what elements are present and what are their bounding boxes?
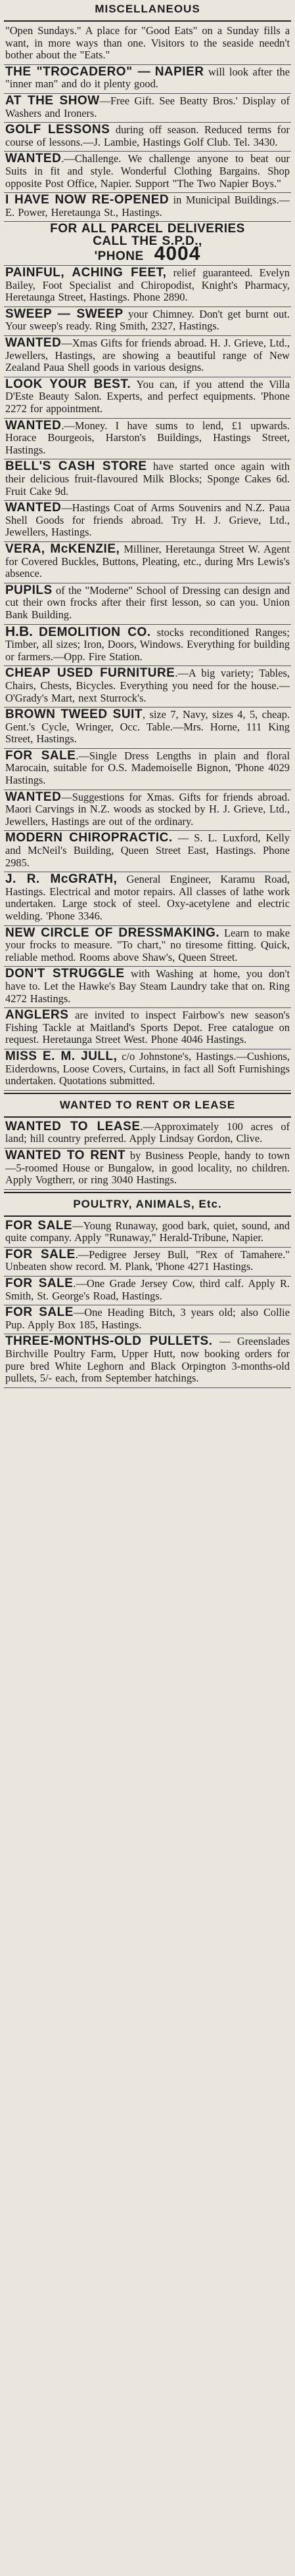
ad-challenge (4, 152, 291, 193)
ad-pullets (4, 1334, 291, 1387)
ad-wanted-to-rent (4, 1149, 291, 1190)
ad-heading-bitch (4, 1305, 291, 1334)
ad-text: c/o Johnstone's, Hastings.—Cushions, Eiderdowns, Loose Covers, Curtains, in fact all Soft Furnishings undertaken. Quotations submitted. (5, 1049, 290, 1087)
ad-heading: AT THE SHOW (5, 93, 100, 108)
ad-text: —Hastings Coat of Arms Souvenirs and N.Z. Paua Shell Goods for friends abroad. Try H. J. Grieve, Ltd., Jewellers, Hastings. (5, 501, 290, 539)
ad-text: .—Challenge. We challenge anyone to beat our Suits in fit and style. Wonderful Clothing Bargains. Shop opposite Post Office, Napier. Support "The Two Napier Boys." (5, 152, 290, 190)
ad-laundry (4, 967, 291, 1008)
ad-heading: FOR SALE (5, 1305, 74, 1320)
ad-brown-tweed-suit (4, 707, 291, 749)
ad-heading: NEW CIRCLE OF DRESSMAKING. (5, 925, 220, 940)
ad-text: .—One Grade Jersey Cow, third calf. Apply R. Smith, St. George's Road, Hastings. (5, 1277, 290, 1302)
ad-heading: WANTED TO LEASE (5, 1119, 141, 1133)
ad-text: — S. L. Luxford, Kelly and McNeil's Building, Queen Street East, Hastings. Phone 2985. (5, 832, 290, 869)
ad-text: .—Money. I have sums to lend, £1 upwards. Horace Bourgeois, Harston's Buildings, Hastings Street, Hastings. (5, 419, 290, 456)
ad-open-sundays (4, 24, 291, 65)
ad-chiropractic (4, 831, 291, 872)
ad-text: with Washing at home, you don't have to. Let the Hawke's Bay Steam Laundry take that on. Ring 4272 Hastings. (5, 967, 290, 1005)
ad-text: —Xmas Gifts for friends abroad. H. J. Grieve, Ltd., Jewellers, Hastings, are showing a beautiful range of New Zealand Paua Shell goods in various designs. (5, 337, 290, 374)
ad-heading: ANGLERS (5, 1008, 69, 1023)
section-rule (4, 20, 291, 22)
ad-maori-carvings (4, 790, 291, 832)
ad-heading: MODERN CHIROPRACTIC. (5, 831, 173, 845)
ad-heading: GOLF LESSONS (5, 123, 110, 137)
ad-heading: WANTED (5, 418, 62, 433)
ad-text: .—Approximately 100 acres of land; hill country preferred. Apply Lindsay Gordon, Clive. (5, 1120, 290, 1145)
ad-cheap-furniture (4, 666, 291, 707)
ad-text: are invited to inspect Fairbow's new season's Fishing Tackle at Maitland's Sports Depot. Free catalogue on request. Heretaunga Street West. Phone 4046 Hastings. (5, 1009, 290, 1046)
ad-heading: WANTED (5, 501, 62, 515)
ad-heading: J. R. McGRATH, (5, 872, 118, 887)
ad-text: .—A big variety; Tables, Chairs, Chests, Bicycles. Everything you need for the house.—O'Grady's Mart, next Sturrock's. (5, 667, 290, 704)
ad-place: NAPIER (154, 64, 204, 79)
ad-text: by Business People, handy to town—5-roomed House or Bungalow, in good locality, no children. Apply Vogtherr, or ring 3040 Hastings. (5, 1149, 290, 1187)
ad-text: —Young Runaway, good bark, quiet, sound, and quite company. Apply "Runaway," Herald-Tribune, Napier. (5, 1219, 290, 1244)
phone-line (5, 242, 290, 264)
ad-heading: WANTED (5, 790, 62, 804)
ad-runaway (4, 1219, 291, 1248)
section-header-miscellaneous: MISCELLANEOUS (95, 3, 200, 15)
ad-text: Milliner, Heretaunga Street W. Agent for Covered Buckles, Buttons, Pleating, etc., during Mrs Lewis's absence. (5, 542, 290, 580)
ad-heading: FOR SALE (5, 748, 76, 763)
section-rule (4, 1116, 291, 1118)
ad-xmas-gifts (4, 336, 291, 377)
ad-money (4, 419, 291, 460)
ad-heading: WANTED (5, 152, 62, 166)
ad-reopened (4, 193, 291, 222)
ad-golf (4, 123, 291, 152)
ad-text: —Free Gift. See Beatty Bros.' Display of Washers and Ironers. (5, 94, 290, 119)
ad-trocadero (4, 65, 291, 94)
ad-text: your Chimney. Don't get burnt out. Your sweep's ready. Ring Smith, 2327, Hastings. (5, 307, 290, 333)
ad-dressmaking-circle (4, 926, 291, 967)
ad-heading: BELL'S CASH STORE (5, 459, 147, 474)
ad-heading: H.B. (5, 624, 33, 639)
section-rule (4, 1192, 291, 1193)
section-header-poultry: POULTRY, ANIMALS, Etc. (73, 1197, 222, 1210)
ad-heading: PUPILS (5, 583, 53, 597)
ad-heading: THE "TROCADERO" — (5, 64, 151, 79)
ad-aching-feet (4, 266, 291, 307)
ad-wanted-to-lease (4, 1120, 291, 1149)
section-header-wanted-to-rent: WANTED TO RENT OR LEASE (59, 1098, 236, 1111)
ad-text: have started once again with their delicious fruit-flavoured Milk Blocks; Sponge Cakes 6d. Fruit Cake 9d. (5, 460, 290, 497)
ad-miss-jull (4, 1049, 291, 1091)
ad-look-your-best (4, 377, 291, 419)
ad-heading: FOR SALE (5, 1277, 74, 1291)
ad-text: .—Pedigree Jersey Bull, "Rex of Tamahere." Unbeaten show record. M. Plank, 'Phone 4271 Hastings. (5, 1248, 290, 1273)
ad-text: —One Heading Bitch, 3 years old; also Collie Pup. Apply Box 185, Hastings. (5, 1306, 290, 1331)
ad-heading: WANTED TO RENT (5, 1148, 126, 1162)
ad-subheading: DEMOLITION CO. (39, 625, 151, 639)
ad-subheading: CALL THE S.P.D., (93, 234, 202, 248)
ad-anglers (4, 1008, 291, 1049)
ad-heading: LOOK YOUR BEST. (5, 377, 131, 391)
ad-heading: SWEEP — SWEEP (5, 306, 124, 321)
ad-text: Learn to make your frocks to measure. "To chart," no tiresome fitting. Quick, reliable method. Rooms above Shaw's, Queen Street. (5, 926, 290, 963)
ad-text: "Open Sundays." A place for "Good Eats" on a Sunday fills a want, in more ways than one. Visitors to the seaside needn't bother about the "Eats." (5, 24, 290, 62)
ad-coat-of-arms (4, 501, 291, 542)
ad-heading: I HAVE NOW RE-OPENED (5, 193, 170, 207)
ad-text: — Greenslades Birchville Poultry Farm, Upper Hutt, now booking orders for pure bred White Leghorn and Black Orpington 3-months-old pullets, 5/- each, from September hatchings. (5, 1335, 290, 1385)
ad-heading: FOR SALE (5, 1218, 73, 1233)
ad-heading: WANTED (5, 336, 62, 350)
phone-number: 4004 (154, 242, 201, 264)
ad-heading: CHEAP USED FURNITURE (5, 666, 175, 681)
ad-text: —Suggestions for Xmas. Gifts for friends abroad. Maori Carvings in N.Z. woods as stocked by H. J. Grieve, Ltd., Jewellers, Hastings are out of the ordinary. (5, 790, 290, 828)
ad-heading: MISS E. M. JULL, (5, 1049, 118, 1063)
ad-heading: PAINFUL, ACHING FEET, (5, 266, 167, 280)
ad-parcel-deliveries (4, 222, 291, 266)
ad-sweep (4, 307, 291, 336)
ad-jersey-cow (4, 1277, 291, 1305)
ad-mcgrath-engineer (4, 872, 291, 925)
ad-heading: FOR SALE (5, 1247, 76, 1261)
ad-heading: THREE-MONTHS-OLD PULLETS. (5, 1334, 213, 1349)
ad-text: of the "Moderne" School of Dressing can design and cut their own frocks after their first lesson, so can you. Union Bank Building. (5, 583, 290, 621)
ad-show (4, 94, 291, 123)
ad-dress-lengths (4, 749, 291, 790)
ad-vera-mckenzie (4, 542, 291, 583)
ad-text: relief guaranteed. Evelyn Bailey, Foot Specialist and Chiropodist, Knight's Pharmacy, Heretaunga Street, Hastings. Phone 2890. (5, 266, 290, 304)
ad-jersey-bull (4, 1248, 291, 1277)
phone-label: 'PHONE (94, 249, 144, 263)
ad-text: , size 7, Navy, sizes 4, 5, cheap. Gent.'s Cycle, Wringer, Occ. Table.—Mrs. Horne, 111 King Street, Hastings. (5, 708, 290, 746)
ad-text: You can, if you attend the Villa D'Este Beauty Salon. Experts, and perfect equipments. 'Phone 2272 for appointment. (5, 377, 290, 415)
ad-text: in Municipal Buildings.—E. Power, Heretaunga St., Hastings. (5, 194, 290, 219)
section-rule (4, 1093, 291, 1094)
ad-text: General Engineer, Karamu Road, Hastings. Electrical and motor repairs. All classes of lathe work undertaken. Large stock of steel. Oxy-acetylene and electric welding. 'Phone 3346. (5, 873, 290, 922)
ad-heading: VERA, McKENZIE, (5, 541, 120, 556)
ad-heading: DON'T STRUGGLE (5, 967, 125, 981)
ad-text: will look after the "inner man" and do it plenty good. (5, 65, 290, 91)
ad-text: during off season. Reduced terms for course of lessons.—J. Lambie, Hastings Golf Club. Tel. 3430. (5, 123, 290, 148)
ad-heading: FOR ALL PARCEL DELIVERIES (50, 222, 245, 236)
ad-hb-demolition (4, 625, 291, 667)
ad-heading: BROWN TWEED SUIT (5, 707, 143, 722)
ad-pupils-moderne (4, 583, 291, 625)
ad-text: .—Single Dress Lengths in plain and floral Marocain, suitable for O.S. Mademoiselle Bignon, 'Phone 4029 Hastings. (5, 749, 290, 787)
ad-bells-cash-store (4, 459, 291, 501)
ad-text: stocks reconditioned Ranges; Timber, all sizes; Iron, Doors, Windows. Everything for building or farmers.—Opp. Fire Station. (5, 625, 290, 663)
section-rule (4, 1215, 291, 1217)
